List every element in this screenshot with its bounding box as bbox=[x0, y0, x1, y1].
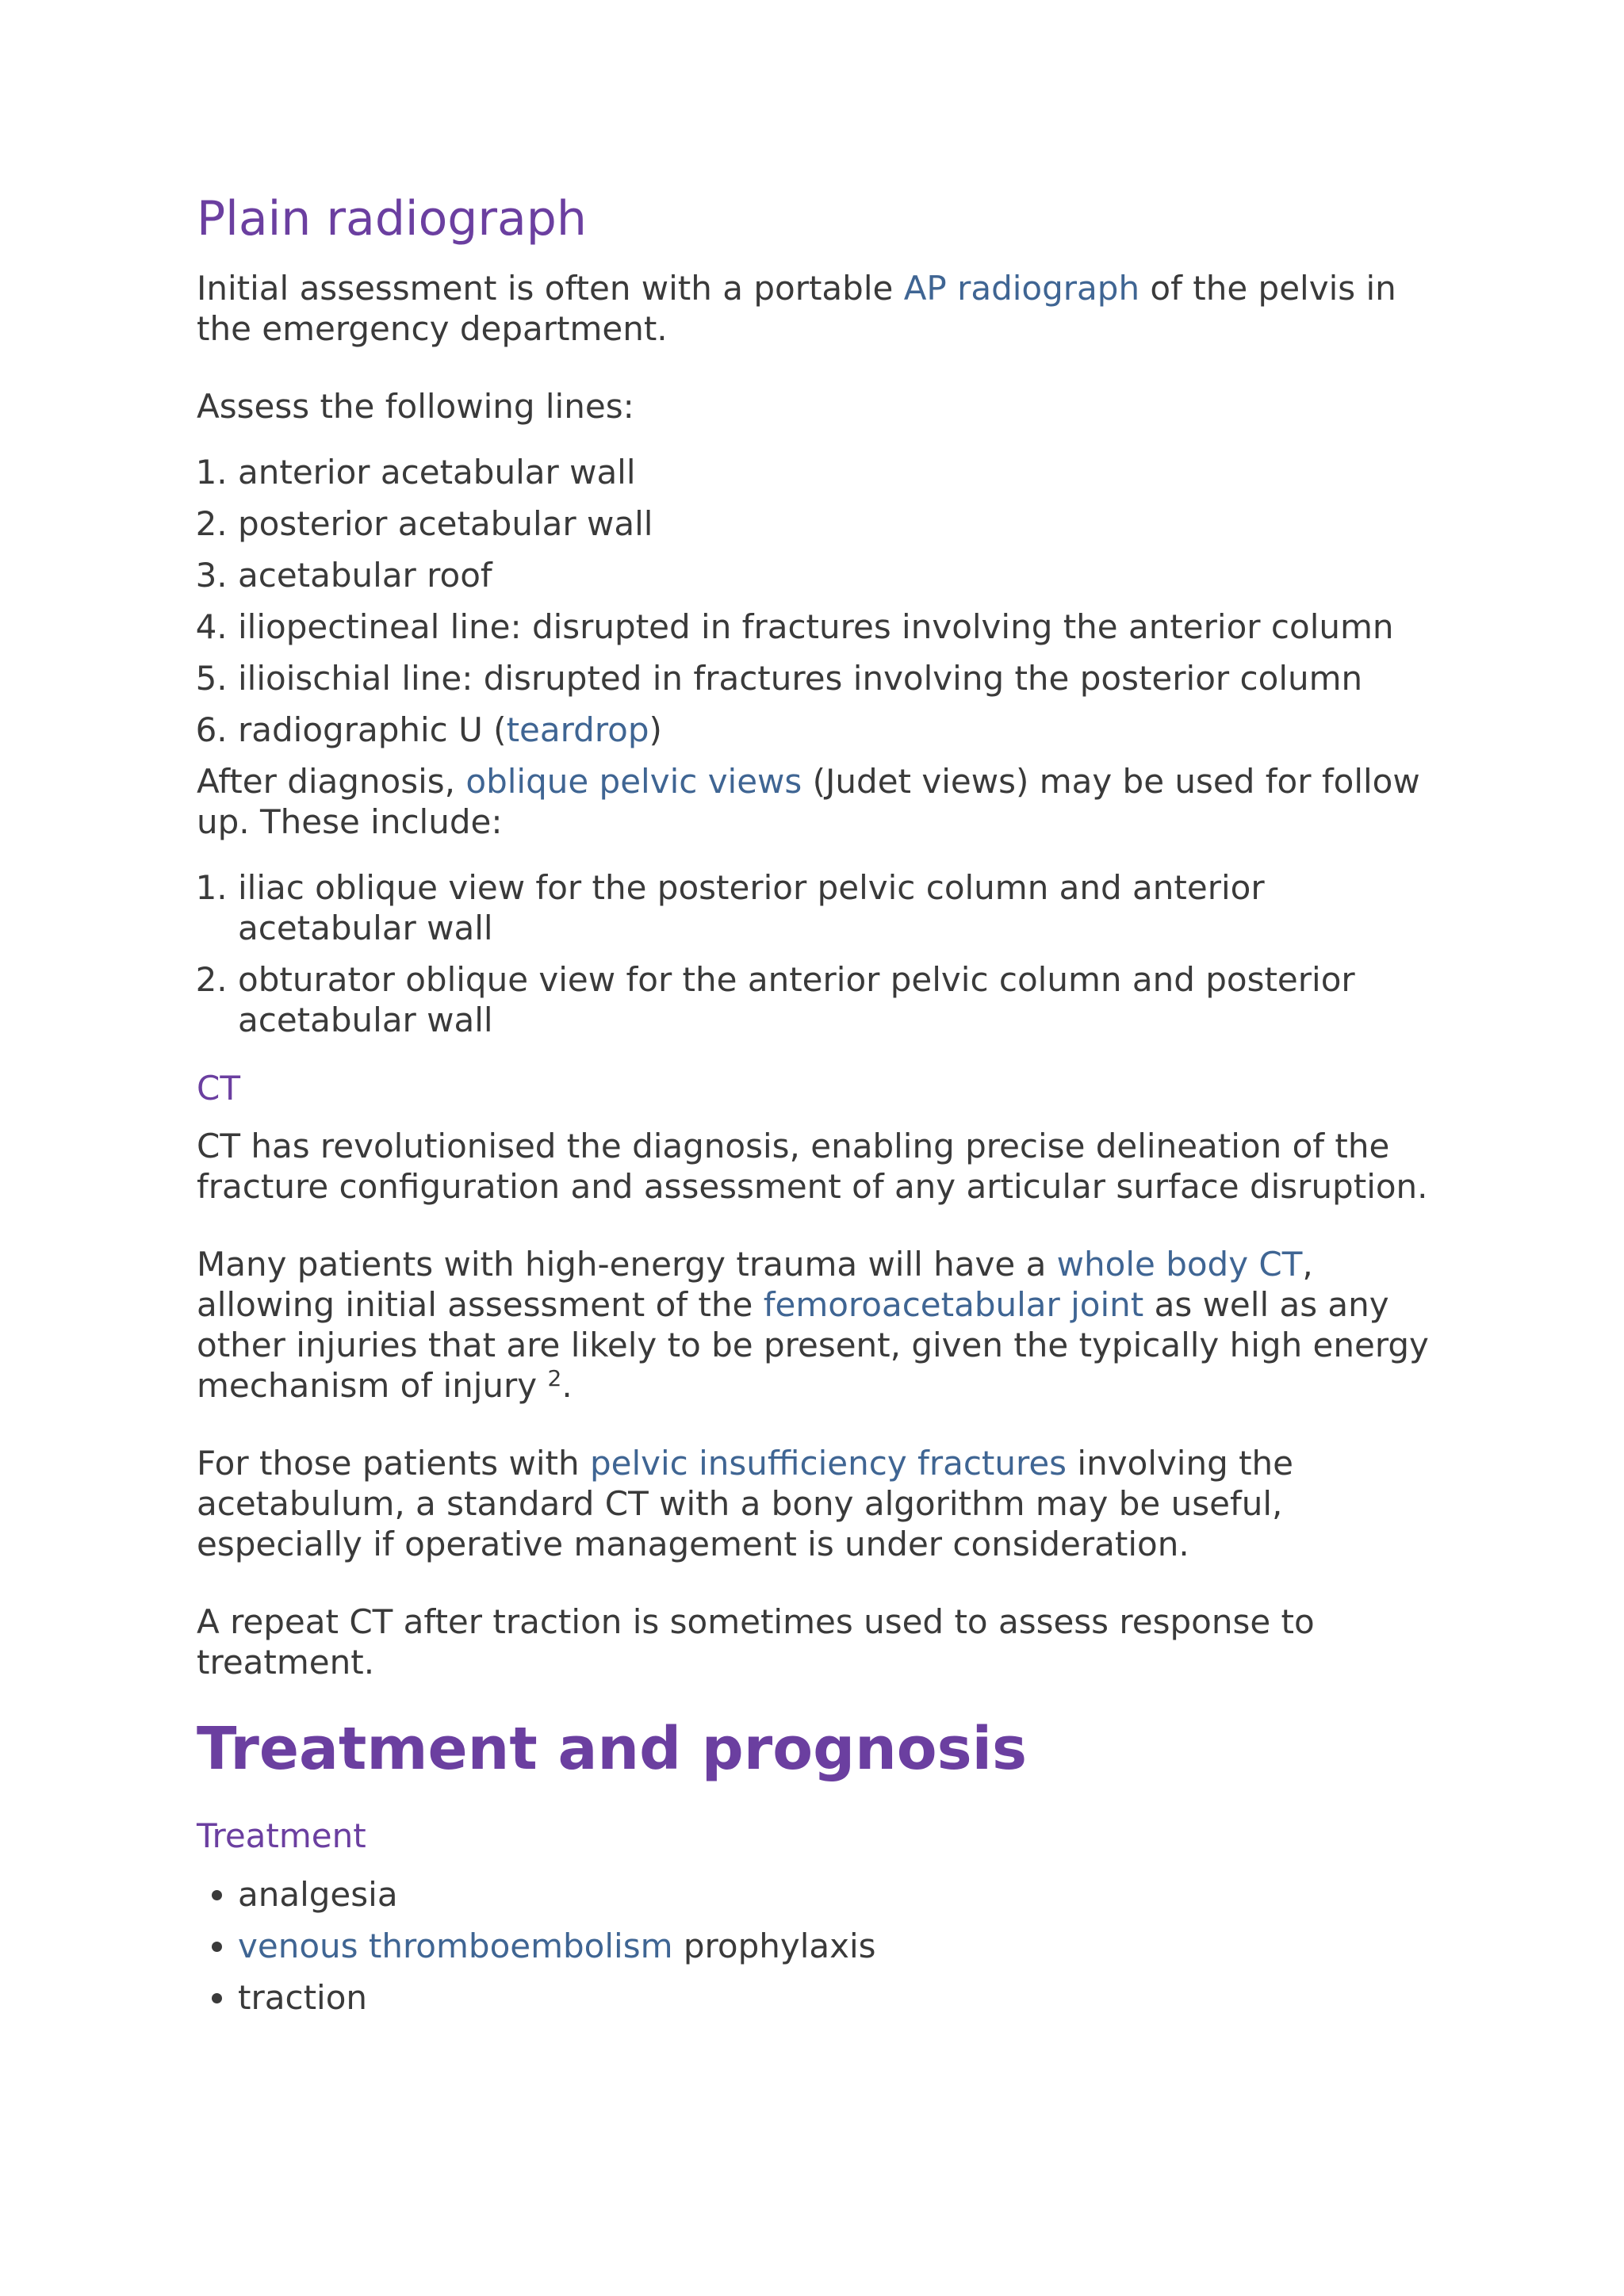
list-item: 1. anterior acetabular wall bbox=[238, 452, 1434, 492]
list-item: 4. iliopectineal line: disrupted in fractures involving the anterior column bbox=[238, 607, 1434, 647]
list-item: 3. acetabular roof bbox=[238, 555, 1434, 595]
intro-paragraph: Initial assessment is often with a portable AP radiograph of the pelvis in the emergency department. bbox=[197, 269, 1396, 348]
ct-paragraph-4: A repeat CT after traction is sometimes used to assess response to treatment. bbox=[197, 1602, 1315, 1682]
treatment-subheading: Treatment bbox=[197, 1816, 366, 1856]
pelvic-insufficiency-fractures-link[interactable]: pelvic insufficiency fractures bbox=[589, 1444, 1067, 1483]
article-content bbox=[197, 190, 1434, 2037]
list-item: 1. iliac oblique view for the posterior pelvic column and anterior acetabular wall bbox=[238, 867, 1434, 948]
venous-thromboembolism-link[interactable]: venous thromboembolism bbox=[238, 1926, 673, 1965]
reference-2[interactable]: 2 bbox=[547, 1365, 562, 1392]
treatment-prognosis-heading: Treatment and prognosis bbox=[197, 1715, 1028, 1784]
lines-list bbox=[197, 452, 1434, 750]
views-list bbox=[197, 867, 1434, 1040]
list-item: • analgesia bbox=[238, 1874, 1434, 1915]
ct-heading: CT bbox=[197, 1069, 240, 1108]
oblique-pelvic-views-link[interactable]: oblique pelvic views bbox=[465, 762, 802, 801]
list-item: 2. posterior acetabular wall bbox=[238, 503, 1434, 544]
after-diagnosis-paragraph: After diagnosis, oblique pelvic views (Judet views) may be used for follow up. These include: bbox=[197, 762, 1420, 841]
ct-paragraph-2: Many patients with high-energy trauma will have a whole body CT, allowing initial assessment of the femoroacetabular joint as well as any other injuries that are likely to be present, given the typically high energy mechanism of injury $^2$. bbox=[197, 1245, 1429, 1406]
plain-radiograph-heading: Plain radiograph bbox=[197, 191, 587, 247]
teardrop-link[interactable]: teardrop bbox=[506, 710, 649, 749]
list-item: • traction bbox=[238, 1977, 1434, 2018]
list-item: 6. radiographic U (teardrop) bbox=[238, 710, 1434, 750]
treatment-list bbox=[197, 1874, 1434, 2018]
assess-paragraph: Assess the following lines: bbox=[197, 387, 634, 426]
list-item: • venous thromboembolism prophylaxis bbox=[238, 1926, 1434, 1966]
ct-paragraph-1: CT has revolutionised the diagnosis, enabling precise delineation of the fracture configuration and assessment of any articular surface disruption. bbox=[197, 1127, 1428, 1207]
ap-radiograph-link[interactable]: AP radiograph bbox=[903, 269, 1140, 308]
whole-body-ct-link[interactable]: whole body CT bbox=[1056, 1245, 1303, 1284]
list-item: 2. obturator oblique view for the anterior pelvic column and posterior acetabular wall bbox=[238, 959, 1434, 1040]
femoroacetabular-joint-link[interactable]: femoroacetabular joint bbox=[763, 1285, 1144, 1325]
ct-paragraph-3: For those patients with pelvic insufficiency fractures involving the acetabulum, a standard CT with a bony algorithm may be useful, especially if operative management is under consideration. bbox=[197, 1444, 1294, 1564]
list-item: 5. ilioischial line: disrupted in fractures involving the posterior column bbox=[238, 658, 1434, 698]
